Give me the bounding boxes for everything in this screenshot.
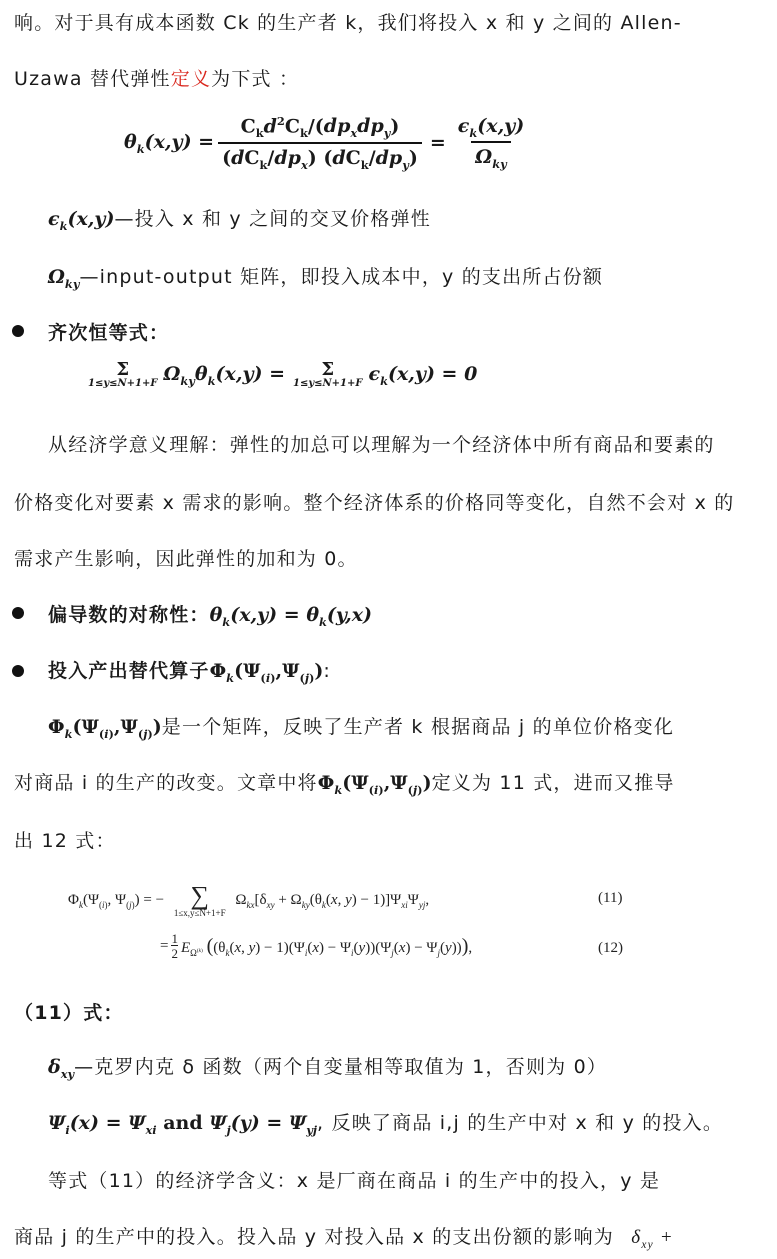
def-psi — [48, 1108, 723, 1137]
formula-main-lhs: $\theta_k(x,y)$ = — [124, 130, 215, 156]
para4-line2: 商品 j 的生产中的投入。投入品 y 对投入品 x 的支出份额的影响为 $\delta_{xy}$ + — [14, 1226, 674, 1251]
bullet2 — [48, 600, 372, 629]
omega-symbol: $\Omega_{ky}$ — [48, 266, 80, 291]
formula-main: $\theta_k(x,y)$ = $\frac{C_kd^2C_k/(dp_xdp_y)}{(dC_k/dp_x) (dC_k/dp_y)}$ = $\frac{\epsilon_k(x,y)}{\Omega_{ky}}$ — [124, 114, 532, 172]
para2-line2: 价格变化对要素 x 需求的影响。整个经济体系的价格同等变化，自然不会对 x 的 — [14, 492, 735, 514]
para4-line1: 等式（11）的经济学含义：x 是厂商在商品 i 的生产中的投入，y 是 — [48, 1170, 661, 1192]
formula-main-rhs-denominator: $\Omega_{ky}$ — [471, 141, 510, 171]
identity-sum-1: Σ 1≤y≤N+1+F — [88, 359, 158, 389]
identity-term1: $\Omega_{ky}\theta_k(x,y)$ = — [163, 363, 286, 388]
def-delta — [48, 1052, 607, 1081]
bullet-dot-3 — [12, 665, 24, 677]
para1-line1: 响。对于具有成本函数 Ck 的生产者 k，我们将投入 x 和 y 之间的 Allen- — [14, 12, 682, 34]
bullet2-formula: $\theta_k(x,y) = \theta_k(y,x)$ — [209, 604, 373, 629]
formula-main-denominator: $(dC_k/dp_x)$ $(dC_k/dp_y)$ — [218, 142, 422, 172]
eq12-number: (12) — [598, 940, 623, 956]
psi-formula: $\Psi_i(x) = \Psi_{xi}$ and $\Psi_j(y) = \Psi_{yj}$ — [48, 1112, 318, 1137]
eq11-sum: ∑ 1≤x,y≤N+1+F — [173, 881, 226, 918]
bullet3-title: 投入产出替代算子 — [48, 660, 210, 682]
def-epsilon — [48, 204, 431, 233]
para4-formula: $\delta_{xy}$ + — [631, 1227, 674, 1251]
eq11-body: $\Omega_{kx}[\delta_{xy} + \Omega_{ky}(\theta_k(x$, $y) - 1)]\Psi_{xi}\Psi_{yj}$, — [235, 892, 430, 911]
epsilon-symbol: $\epsilon_k(x,y)$ — [48, 208, 115, 233]
eq11-lhs: $\Phi_k(\Psi_{(i)}$, $\Psi_{(j)}$) = − — [68, 892, 165, 911]
formula-main-rhs-numerator: $\epsilon_k(x,y)$ — [457, 114, 525, 140]
identity-sum-2: Σ 1≤y≤N+1+F — [293, 359, 363, 389]
formula-main-rhs — [454, 115, 528, 172]
eq11 — [68, 881, 430, 918]
def-omega-text: —input-output 矩阵，即投入成本中，y 的支出所占份额 — [79, 266, 604, 288]
para3-line1 — [48, 712, 674, 741]
definition-link[interactable]: 定义 — [170, 68, 212, 90]
para2-line3: 需求产生影响，因此弹性的加和为 0。 — [14, 548, 358, 570]
identity-term2: $\epsilon_k(x,y) = 0$ — [368, 363, 478, 388]
delta-symbol: $\delta_{xy}$ — [48, 1056, 75, 1081]
para1-line2 — [14, 64, 299, 91]
para1-line2-pre: Uzawa 替代弹性 — [14, 68, 171, 90]
def-epsilon-text: —投入 x 和 y 之间的交叉价格弹性 — [114, 208, 431, 230]
eq12: = $\frac{1}{2}$ $E_{\Omega^{(k)}}$ (($\theta_k(x$, $y) - 1)(\Psi_i(x) - \Psi_i(y))(\Psi_j(x) - \Psi_j(y))$), — [160, 931, 473, 961]
formula-main-numerator: $C_kd^2C_k/(dp_xdp_y)$ — [240, 114, 400, 141]
bullet2-title: 偏导数的对称性： — [48, 604, 210, 626]
para3-line3: 出 12 式： — [14, 830, 116, 852]
para3-line2: 对商品 i 的生产的改变。文章中将$\Phi_k(\Psi_{(i)},\Psi_{(j)})$定义为 11 式，进而又推导 — [14, 772, 675, 797]
para1-line2-post: 为下式 ： — [211, 68, 300, 90]
formula-main-fraction — [218, 114, 422, 172]
bullet3: 投入产出替代算子$\Phi_k(\Psi_{(i)},\Psi_{(j)})$: — [48, 660, 332, 685]
def-delta-text: —克罗内克 δ 函数（两个自变量相等取值为 1，否则为 0） — [74, 1056, 608, 1078]
para3-formula-2: $\Phi_k(\Psi_{(i)},\Psi_{(j)})$ — [317, 772, 432, 797]
eq11-number: (11) — [598, 890, 623, 906]
def-psi-text: , 反映了商品 i,j 的生产中对 x 和 y 的投入。 — [317, 1112, 724, 1134]
bullet-dot-1 — [12, 325, 24, 337]
eq12-body: $E_{\Omega^{(k)}}$ (($\theta_k(x$, $y) - 1)(\Psi_i(x) - \Psi_i(y))(\Psi_j(x) - \Psi_j(y))$), — [180, 934, 473, 958]
bullet3-formula: $\Phi_k(\Psi_{(i)},\Psi_{(j)})$ — [209, 660, 324, 685]
def-omega — [48, 262, 603, 291]
identity-formula — [88, 359, 478, 389]
section11-title: （11）式： — [14, 1002, 124, 1024]
bullet-dot-2 — [12, 607, 24, 619]
bullet1-title: 齐次恒等式： — [48, 322, 170, 344]
para3-formula-1: $\Phi_k(\Psi_{(i)},\Psi_{(j)})$ — [48, 716, 162, 741]
para3-line1-text: 是一个矩阵，反映了生产者 k 根据商品 j 的单位价格变化 — [161, 716, 675, 738]
para2-line1: 从经济学意义理解：弹性的加总可以理解为一个经济体中所有商品和要素的 — [48, 434, 715, 456]
